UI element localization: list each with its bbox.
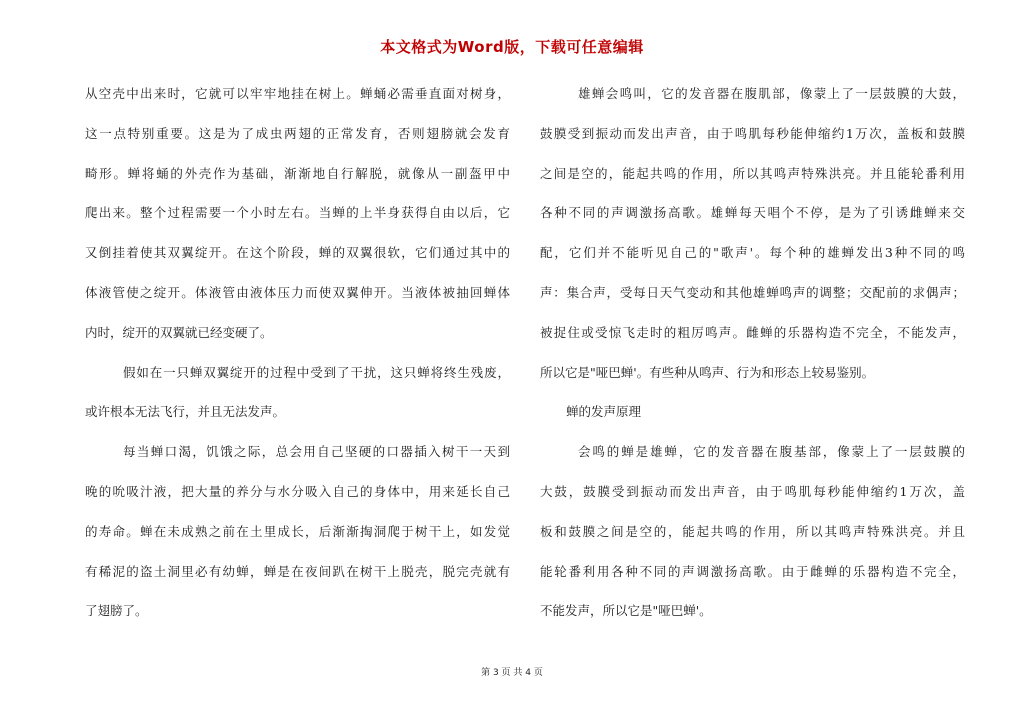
text-line: 声：集合声，受每日天气变动和其他雄蝉鸣声的调整；交配前的求偶声； [540, 284, 965, 300]
text-line: 体液管使之绽开。体液管由液体压力而使双翼伸开。当液体被抽回蝉体 [85, 284, 510, 300]
text-line: 配，它们并不能听见自己的"歌声'。每个种的雄蝉发出3种不同的鸣 [540, 245, 965, 261]
text-line: 内时，绽开的双翼就已经变硬了。 [85, 324, 273, 340]
section-heading: 蝉的发声原理 [566, 404, 642, 420]
text-line: 晚的吮吸汁液，把大量的养分与水分吸入自己的身体中，用来延长自己 [85, 483, 510, 499]
text-line: 所以它是"哑巴蝉'。有些种从鸣声、行为和形态上较易鉴别。 [540, 364, 875, 380]
page-number: 第 3 页 共 4 页 [481, 668, 543, 678]
text-line: 雄蝉会鸣叫，它的发音器在腹肌部，像蒙上了一层鼓膜的大鼓， [578, 86, 965, 101]
text-line: 每当蝉口渴，饥饿之际，总会用自己坚硬的口器插入树干一天到 [123, 444, 510, 460]
document-header-title: 本文格式为Word版，下载可任意编辑 [380, 38, 644, 56]
text-line: 板和鼓膜之间是空的，能起共鸣的作用，所以其鸣声特殊洪亮。并且 [540, 523, 965, 539]
text-line: 的寿命。蝉在未成熟之前在土里成长，后渐渐掏洞爬于树干上，如发觉 [85, 523, 510, 539]
text-line: 能轮番利用各种不同的声调激扬高歌。由于雌蝉的乐器构造不完全， [540, 563, 965, 579]
text-line: 假如在一只蝉双翼绽开的过程中受到了干扰，这只蝉将终生残废， [123, 364, 510, 380]
text-line: 各种不同的声调激扬高歌。雄蝉每天唱个不停，是为了引诱雌蝉来交 [540, 205, 965, 221]
text-line: 大鼓，鼓膜受到振动而发出声音，由于鸣肌每秒能伸缩约1万次，盖 [540, 483, 965, 499]
text-line: 之间是空的，能起共鸣的作用，所以其鸣声特殊洪亮。并且能轮番利用 [540, 165, 965, 181]
text-line: 会鸣的蝉是雄蝉，它的发音器在腹基部，像蒙上了一层鼓膜的 [578, 444, 965, 460]
text-line: 畸形。蝉将蛹的外壳作为基础，渐渐地自行解脱，就像从一副盔甲中 [85, 165, 510, 181]
text-line: 爬出来。整个过程需要一个小时左右。当蝉的上半身获得自由以后，它 [85, 205, 510, 221]
text-line: 鼓膜受到振动而发出声音，由于鸣肌每秒能伸缩约1万次，盖板和鼓膜 [540, 125, 965, 141]
text-line: 或许根本无法飞行，并且无法发声。 [85, 404, 286, 420]
text-line: 了翅膀了。 [85, 603, 148, 619]
right-text-column [540, 82, 965, 639]
text-line: 从空壳中出来时，它就可以牢牢地挂在树上。蝉蛹必需垂直面对树身， [85, 86, 510, 101]
left-text-column [85, 82, 510, 639]
text-line: 有稀泥的盗土洞里必有幼蝉，蝉是在夜间趴在树干上脱壳，脱完壳就有 [85, 563, 510, 579]
text-line: 不能发声，所以它是"哑巴蝉'。 [540, 603, 712, 619]
text-line: 这一点特别重要。这是为了成虫两翅的正常发育，否则翅膀就会发育 [85, 125, 510, 141]
text-line: 被捉住或受惊飞走时的粗厉鸣声。雌蝉的乐器构造不完全，不能发声， [540, 324, 965, 340]
text-line: 又倒挂着使其双翼绽开。在这个阶段，蝉的双翼很软，它们通过其中的 [85, 245, 510, 261]
